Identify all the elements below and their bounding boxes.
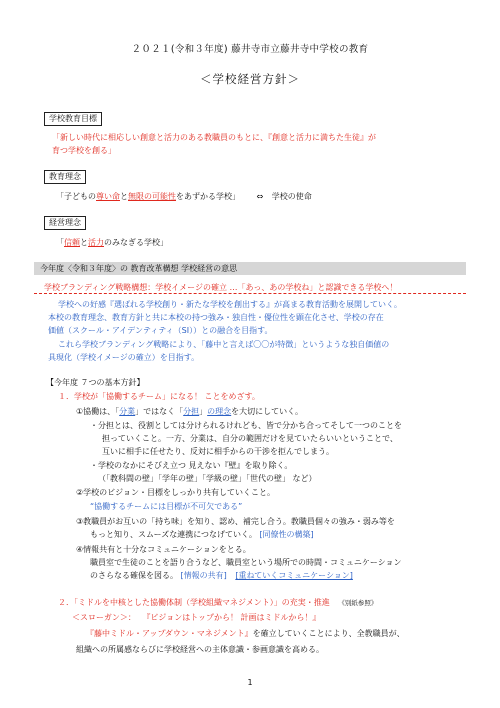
branding-paragraph-line3: 価値（スクール・アイデンティティ（SI））との融合を目指す。 <box>48 326 273 335</box>
policy-sub1-concept: の理念 <box>207 407 232 416</box>
philosophy-text <box>56 192 312 202</box>
policy-item2-reference: 《別紙参照》 <box>338 599 378 607</box>
policy-sub4-line1: ④情報共有と十分なコミュニケーションをとる。 <box>76 545 251 554</box>
policy-slogan: 『ビジョンはトップから！ 計画はミドルから！』 <box>142 613 321 622</box>
policy-bullet1-line2: 担っていくこと。一方、分業は、自分の範囲だけを見ていたらいいということで、 <box>102 434 398 443</box>
goal-label: 学校教育目標 <box>44 112 102 126</box>
policy-bullet1-line3: 互いに相手に任せたり、反対に相手からの干渉を拒んでしまう。 <box>102 447 334 456</box>
management-term-trust: 信頼 <box>64 238 80 247</box>
vision-band-text: 今年度〈令和３年度〉の 教育改革構想 学校経営の意思 <box>40 264 238 273</box>
philosophy-mid: と <box>120 192 128 201</box>
philosophy-suffix: をあずかる学校」 <box>176 192 240 201</box>
policy-sub3-line2 <box>90 530 314 540</box>
vision-band <box>34 262 466 275</box>
page-number: 1 <box>247 678 253 687</box>
policy-sub1-division: 分業 <box>119 407 136 416</box>
branding-headline: 学校ブランディング戦略構想：学校イメージの確立 …「あっ、あの学校ね」と認識できる学校へ！ <box>44 283 398 292</box>
policy-sub1-part-a: ①協働は、「 <box>76 407 120 416</box>
philosophy-mission: 学校の使命 <box>271 192 312 201</box>
policy-sub4-line3-text: のさらなる確保を図る。 <box>90 571 178 580</box>
policy-sub3-line2-text: もっと知り、スムーズな連携につなげていく。 <box>90 530 257 539</box>
management-suffix: のみなぎる学校」 <box>104 238 168 247</box>
philosophy-prefix: 「子どもの <box>56 192 96 201</box>
policy-item2-line2: 組織への所属感ならびに学校経営への主体意識・参画意識を高める。 <box>76 645 324 654</box>
policy-item2-line1-text: を確立していくことにより、全教職員が、 <box>252 629 405 638</box>
policy-sub3-tag: [同僚性の構築] <box>259 530 314 539</box>
policy-sub4-line2: 職員室で生徒のことを語り合うなど、職員室という場所での時間・コミュニケーション <box>90 558 402 567</box>
policy-header: 【今年度 ７つの基本方針】 <box>46 378 145 387</box>
management-mid: と <box>80 238 88 247</box>
section-title: ＜学校経営方針＞ <box>200 72 300 86</box>
policy-sub4-tag-communication: [重ねていくコミュニケーション] <box>235 571 353 580</box>
policy-sub1-sharing: 分担 <box>183 407 200 416</box>
philosophy-term-precious-life: 尊い命 <box>96 192 120 201</box>
management-term-vitality: 活力 <box>88 238 104 247</box>
branding-paragraph-line4: これら学校ブランディング戦略により、「藤中と言えば〇〇が特徴」というような独自価値の <box>58 340 390 349</box>
policy-bullet2-line1: ・学校のなかにそびえ立つ 見えない『壁』を取り除く。 <box>90 461 293 470</box>
policy-sub1-part-e: 」 <box>199 407 208 416</box>
policy-sub2: ②学校のビジョン・目標をしっかり共有していくこと。 <box>76 488 276 497</box>
policy-item2-title-text: ２．「ミドルを中核とした協働体制（学校組織マネジメント）」の充実・推進 <box>58 598 330 607</box>
policy-bullet2-line2: （「教科間の壁」「学年の壁」「学級の壁」「世代の壁」 など） <box>98 474 317 483</box>
management-label: 経営理念 <box>44 216 86 230</box>
bidirectional-arrow-icon: ⇔ <box>256 192 264 201</box>
management-prefix: 「 <box>56 238 64 247</box>
philosophy-label: 教育理念 <box>44 170 86 184</box>
goal-text-line1: 「新しい時代に相応しい創意と活力のある教職員のもとに、『創意と活力に満ちた生徒』が <box>52 133 376 142</box>
goal-text-line2: 育つ学校を創る」 <box>52 146 116 155</box>
policy-sub1 <box>76 407 303 417</box>
branding-paragraph-line5: 具現化（学校イメージの確立）を目指す。 <box>48 353 200 362</box>
policy-item2-title <box>58 598 377 608</box>
policy-slogan-line <box>72 613 321 623</box>
policy-sub1-part-g: を大切にしていく。 <box>231 407 304 416</box>
policy-item1-title: １．学校が「協働するチーム」になる！ ことをめざす。 <box>58 392 260 401</box>
policy-sub4-tag-sharing: [情報の共有] <box>180 571 227 580</box>
branding-paragraph-line1: 学校への好感『選ばれる学校創り・新たな学校を創出する』が高まる教育活動を展開していく。 <box>58 300 402 309</box>
policy-bullet1-line1: ・分担とは、役割としては分けられるけれども、皆で分かち合ってそして一つのことを <box>90 421 402 430</box>
policy-item2-management-name: 『藤中ミドル・アップダウン・マネジメント』 <box>86 629 253 638</box>
branding-paragraph-line2: 本校の教育理念、教育方針と共に本校の持つ強み・独自性・優位性を顕在化させ、学校の存在 <box>48 313 384 322</box>
policy-slogan-label: ＜スローガン＞： <box>72 613 136 622</box>
management-text <box>56 238 168 248</box>
policy-sub3-line1: ③教職員がお互いの「持ち味」を知り、認め、補完し合う。教職員個々の強み・弱み等を <box>76 517 395 526</box>
policy-sub1-part-c: 」ではなく「 <box>135 407 184 416</box>
policy-item2-line1 <box>86 629 405 639</box>
policy-sub2-note: “協働するチームには目標が不可欠である” <box>90 502 243 511</box>
document-title: ２０２１(令和３年度) 藤井寺市立藤井寺中学校の教育 <box>131 44 369 55</box>
policy-sub4-line3 <box>90 571 353 581</box>
philosophy-term-potential: 無限の可能性 <box>128 192 176 201</box>
